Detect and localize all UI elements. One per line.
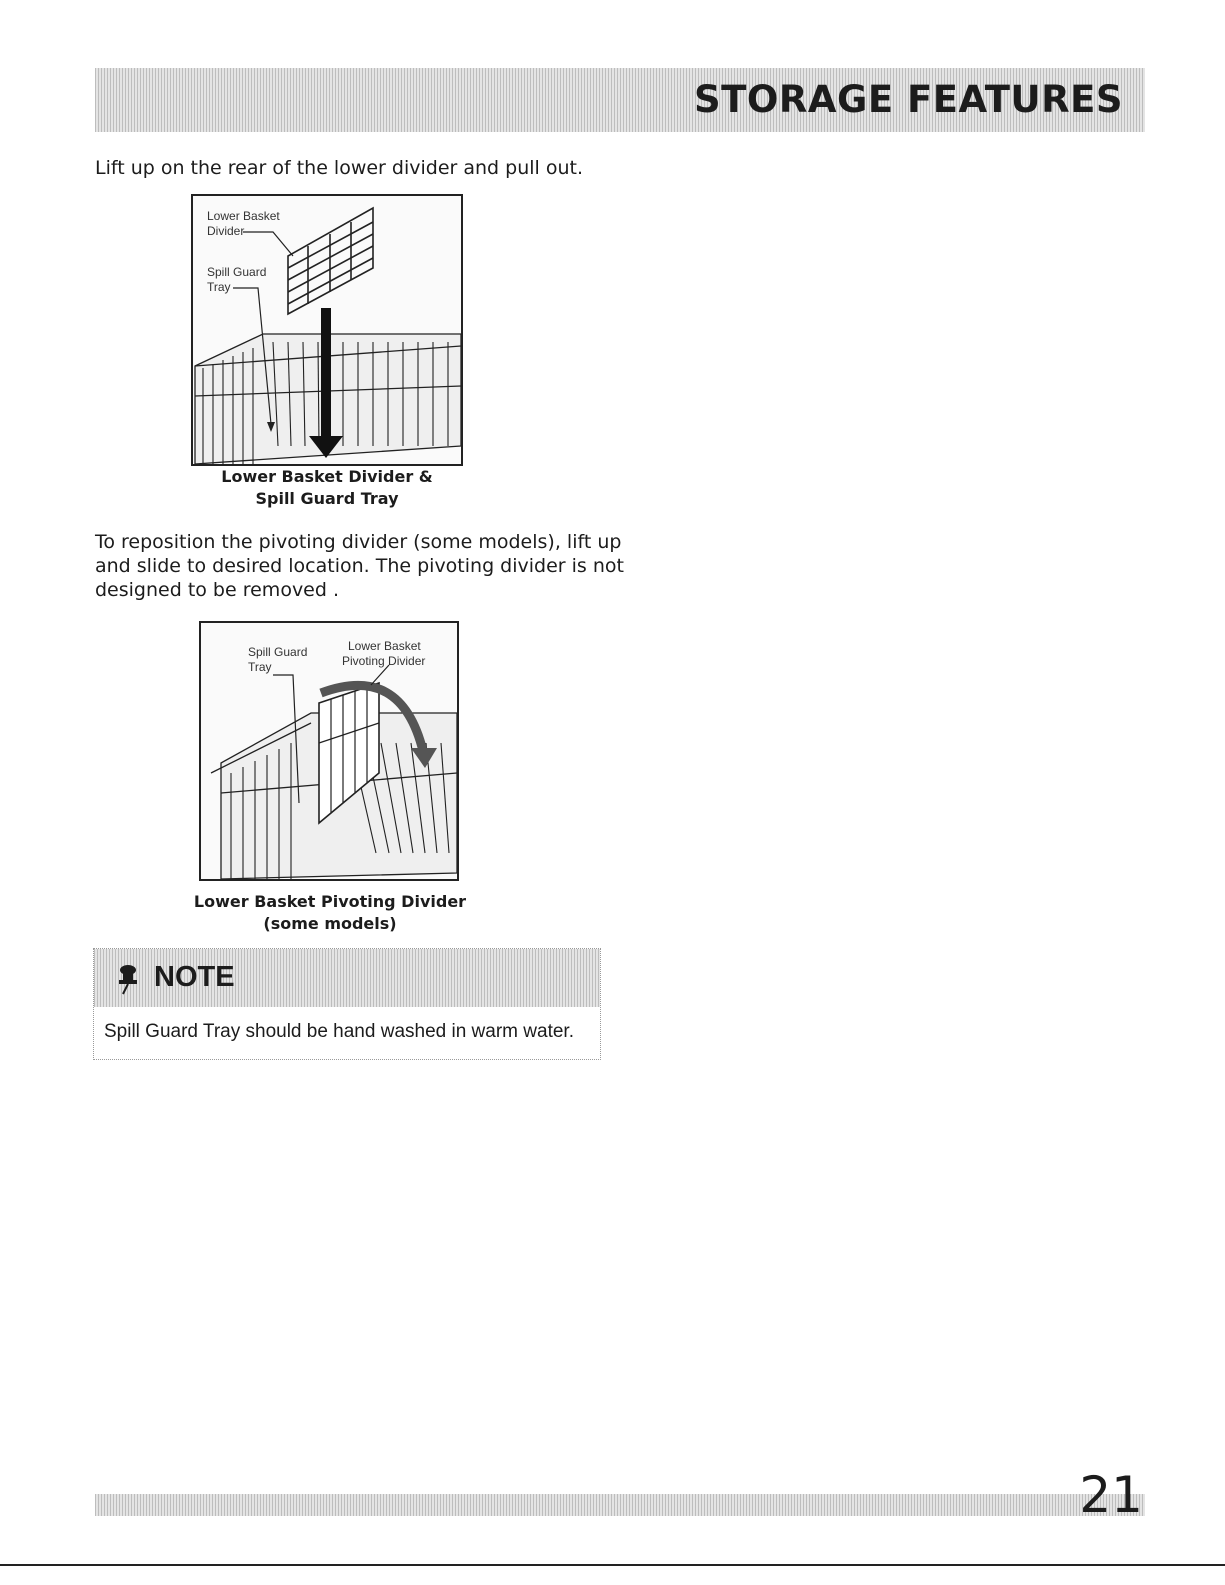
note-box xyxy=(93,948,601,1060)
intro-text: Lift up on the rear of the lower divider and pull out. xyxy=(95,157,584,179)
label-spill-guard-tray-2: Tray xyxy=(248,660,272,674)
footer-band xyxy=(95,1494,1145,1516)
page-number: 21 xyxy=(1079,1466,1143,1524)
label-spill-guard-tray-1: Spill Guard xyxy=(207,265,267,279)
header-band xyxy=(95,68,1145,132)
figure-pivoting-divider xyxy=(199,621,459,881)
paragraph-line: To reposition the pivoting divider (some models), lift up xyxy=(95,531,622,553)
pushpin-icon xyxy=(114,963,140,995)
label-lower-basket-divider-2: Divider xyxy=(207,224,245,238)
basket-divider-illustration xyxy=(193,196,461,464)
label-spill-guard-tray-1: Spill Guard xyxy=(248,645,308,659)
bottom-rule xyxy=(0,1564,1225,1566)
figure2-caption-line1: Lower Basket Pivoting Divider xyxy=(193,892,467,911)
figure1-caption-line1: Lower Basket Divider & xyxy=(221,467,433,486)
note-header xyxy=(94,949,600,1007)
reposition-paragraph xyxy=(95,530,624,602)
note-title: NOTE xyxy=(154,961,235,993)
note-text: Spill Guard Tray should be hand washed in warm water. xyxy=(104,1021,574,1042)
figure1-caption xyxy=(191,466,463,510)
pivoting-divider-illustration xyxy=(201,623,457,879)
label-pivoting-divider-2: Pivoting Divider xyxy=(342,654,426,668)
paragraph-line: designed to be removed . xyxy=(95,579,340,601)
label-spill-guard-tray-2: Tray xyxy=(207,280,231,294)
label-lower-basket-divider-1: Lower Basket xyxy=(207,209,280,223)
label-pivoting-divider-1: Lower Basket xyxy=(348,639,421,653)
figure1-caption-line2: Spill Guard Tray xyxy=(255,489,399,508)
figure-basket-divider xyxy=(191,194,463,466)
figure2-caption-line2: (some models) xyxy=(263,914,397,933)
page-title: STORAGE FEATURES xyxy=(693,78,1123,121)
paragraph-line: and slide to desired location. The pivoting divider is not xyxy=(95,555,624,577)
figure2-caption xyxy=(180,891,480,935)
